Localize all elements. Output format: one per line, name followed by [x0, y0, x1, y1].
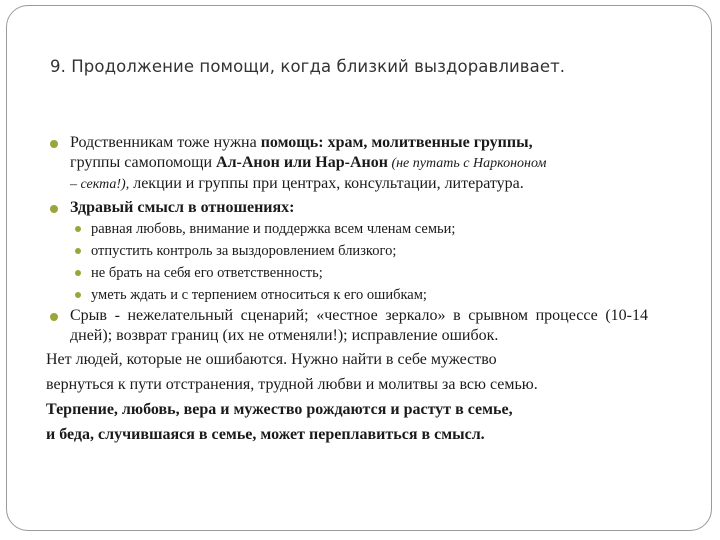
sub-bullet-text: отпустить контроль за выздоровлением близкого; [91, 243, 397, 259]
text-bold: Ал-Анон или Нар-Анон [216, 154, 388, 171]
text-italic: (не путать с Наркононом [387, 156, 547, 171]
sub-bullet-text: равная любовь, внимание и поддержка всем членам семьи; [91, 221, 456, 237]
text: и беда, случившаяся в семье, может переплавиться в смысл. [46, 426, 485, 443]
sub-bullet-item [48, 284, 648, 306]
bullet-dot-icon [75, 226, 81, 232]
bullet-dot-icon [50, 140, 58, 148]
text: вернуться к пути отстранения, трудной любви и молитвы за всю семью. [46, 376, 538, 393]
text-bold: помощь: храм, молитвенные группы, [260, 134, 533, 151]
bullet-relatives-help [48, 133, 648, 195]
text: Родственникам тоже нужна [70, 134, 261, 151]
text-bold: Здравый смысл в отношениях: [70, 199, 295, 216]
paragraph-patience [46, 397, 648, 447]
bullet-dot-icon [75, 270, 81, 276]
bullet-dot-icon [75, 248, 81, 254]
text: Нет людей, которые не ошибаются. Нужно найти в себе мужество [46, 351, 497, 368]
text: лекции и группы [129, 175, 253, 192]
bullet-common-sense [48, 198, 648, 218]
sub-bullet-text: уметь ждать и с терпением относиться к его ошибкам; [91, 287, 427, 303]
bullet-dot-icon [75, 292, 81, 298]
bullet-dot-icon [50, 205, 58, 213]
text: группы самопомощи [70, 154, 217, 171]
sub-bullet-text: не брать на себя его ответственность; [91, 265, 323, 281]
text-italic: – секта!), [70, 177, 130, 192]
bullet-relapse [48, 306, 648, 346]
sub-bullet-item [48, 262, 648, 284]
text: Терпение, любовь, вера и мужество рождаются и растут в семье, [46, 401, 513, 418]
slide-title: 9. Продолжение помощи, когда близкий выздоравливает. [50, 57, 566, 76]
sub-bullet-item [48, 240, 648, 262]
text: при центрах, консультации, литература. [252, 175, 524, 192]
paragraph-courage [46, 347, 648, 397]
slide-content [48, 133, 648, 447]
bullet-dot-icon [50, 313, 58, 321]
bullet-relapse-text: Срыв - нежелательный сценарий; «честное зеркало» в срывном процессе (10-14 дней); возврат границ (их не отменяли!); исправление ошибок. [70, 307, 648, 344]
sub-bullet-item [48, 218, 648, 240]
